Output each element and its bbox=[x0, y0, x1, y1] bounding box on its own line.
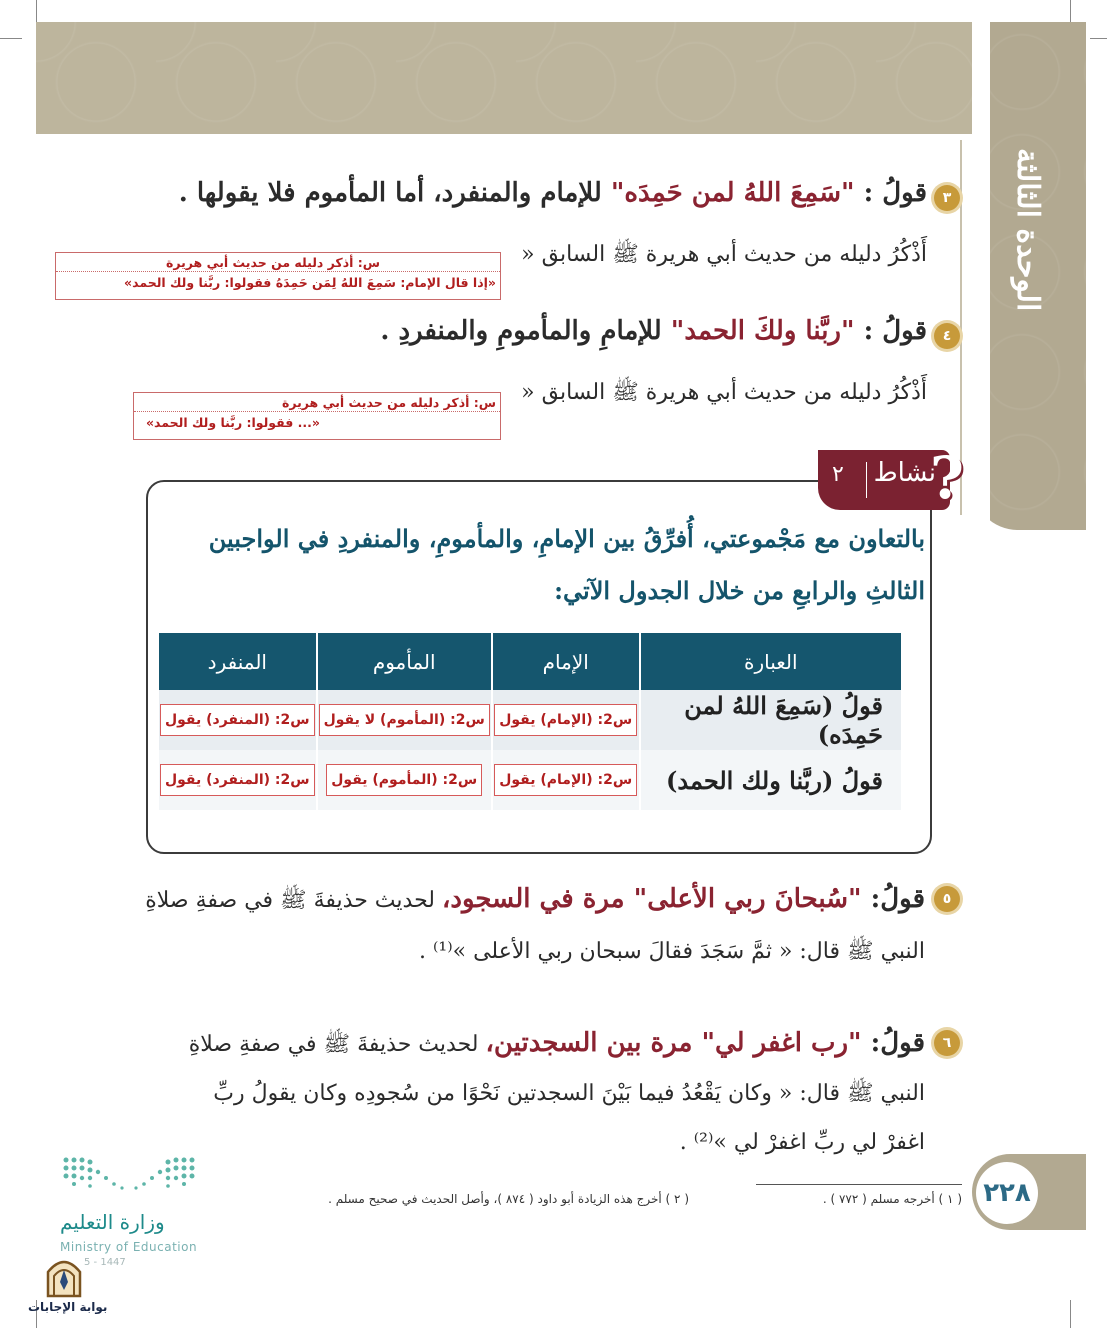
table-header-row bbox=[158, 633, 901, 690]
row-1-mamum-answer: س2: (المأموم) لا يقول bbox=[319, 704, 490, 736]
activity-tab-divider bbox=[866, 462, 867, 498]
footnote-divider bbox=[756, 1184, 962, 1185]
ministry-name-en: Ministry of Education bbox=[60, 1240, 198, 1254]
portal-logo-icon bbox=[44, 1256, 84, 1298]
item-6-heading-prefix: قولُ: bbox=[861, 1028, 925, 1058]
ministry-year: 5 - 1447 bbox=[84, 1257, 126, 1268]
item-6-line-2: النبي ﷺ قال: « وكان يَقْعُدُ فيما بَيْنَ السجدتين نَحْوًا من سُجودِه وكان يقولُ ربِّ bbox=[213, 1081, 925, 1106]
item-5-line-1 bbox=[145, 875, 925, 925]
crop-mark bbox=[1070, 1300, 1071, 1328]
item-4-heading-rest: للإمامِ والمأمومِ والمنفردِ . bbox=[380, 316, 671, 346]
item-3-heading-prefix: قولُ : bbox=[854, 178, 927, 208]
crop-mark bbox=[0, 38, 22, 39]
ministry-logo-icon bbox=[62, 1156, 196, 1196]
question-mark-icon: ? bbox=[930, 444, 964, 512]
row-1-phrase-cell bbox=[640, 690, 901, 750]
item-5-line-2: النبي ﷺ قال: « ثمَّ سَجَدَ فقالَ سبحان ربي الأعلى »⁽¹⁾ . bbox=[419, 939, 925, 964]
row-2-phrase-cell bbox=[640, 750, 901, 810]
table-row bbox=[158, 690, 901, 750]
item-4-heading-prefix: قولُ : bbox=[854, 316, 927, 346]
item-3-heading-quote: "سَمِعَ اللهُ لمن حَمِدَه" bbox=[610, 178, 855, 208]
item-3-heading bbox=[167, 178, 927, 208]
comparison-table bbox=[157, 633, 901, 810]
item-5-heading-quote: "سُبحانَ ربي الأعلى" مرة في السجود، bbox=[441, 884, 862, 914]
row-2-munfarid-answer: س2: (المنفرد) يقول bbox=[160, 764, 315, 796]
item-3-number-badge: ٣ bbox=[934, 185, 960, 211]
row-2-imam-cell bbox=[492, 750, 640, 810]
header-mamum: المأموم bbox=[317, 633, 492, 690]
item-5-number-badge: ٥ bbox=[934, 886, 960, 912]
activity-instruction-line-2: الثالثِ والرابعِ من خلال الجدول الآتي: bbox=[554, 576, 925, 605]
crop-mark bbox=[36, 0, 37, 22]
item-4-answer-line-1: س: أذكر دليله من حديث أبي هريرة bbox=[134, 393, 500, 412]
item-3-answer-line-1: س: أذكر دليله من حديث أبي هريرة bbox=[56, 253, 500, 272]
row-1-phrase: قولُ (سَمِعَ اللهُ لمن حَمِدَه) bbox=[684, 691, 883, 749]
portal-name: بوابة الإجابات bbox=[28, 1300, 108, 1314]
item-6-line-1 bbox=[145, 1019, 925, 1069]
unit-title: الوحدة الثالثة bbox=[1010, 148, 1045, 312]
item-6-line-3: اغفرْ لي ربِّ اغفرْ لي »⁽²⁾ . bbox=[679, 1130, 925, 1155]
header-imam: الإمام bbox=[492, 633, 640, 690]
item-4-heading bbox=[167, 316, 927, 346]
item-6-number-badge: ٦ bbox=[934, 1030, 960, 1056]
row-2-imam-answer: س2: (الإمام) يقول bbox=[494, 764, 637, 796]
activity-number: ٢ bbox=[832, 462, 844, 487]
crop-mark bbox=[1070, 0, 1071, 22]
item-6-heading-quote: "رب اغفر لي" مرة بين السجدتين، bbox=[485, 1028, 862, 1058]
item-4-answer-box bbox=[133, 392, 501, 440]
item-6-text-rest: لحديث حذيفةَ ﷺ في صفةِ صلاةِ bbox=[188, 1032, 486, 1057]
ministry-name-ar: وزارة التعليم bbox=[60, 1210, 165, 1234]
item-3-answer-line-2: «إذا قال الإمام: سَمِعَ اللهُ لِمَن حَمِدَهُ فقولوا: ربَّنا ولك الحمد» bbox=[124, 275, 496, 290]
crop-mark bbox=[1090, 38, 1107, 39]
item-3-answer-box bbox=[55, 252, 501, 300]
item-5-heading-prefix: قولُ: bbox=[861, 884, 925, 914]
item-3-heading-rest: للإمام والمنفرد، أما المأموم فلا يقولها . bbox=[178, 178, 611, 208]
table-row bbox=[158, 750, 901, 810]
footnote-1: ( ١ ) أخرجه مسلم ( ٧٧٢ ) . bbox=[822, 1192, 962, 1206]
row-1-mamum-cell bbox=[317, 690, 492, 750]
row-2-phrase: قولُ (ربَّنا ولك الحمد) bbox=[666, 765, 883, 795]
item-4-heading-quote: "ربَّنا ولكَ الحمد" bbox=[670, 316, 855, 346]
item-4-number-badge: ٤ bbox=[934, 323, 960, 349]
item-4-answer-line-2: «... فقولوا: ربَّنا ولك الحمد» bbox=[145, 415, 320, 430]
activity-label: نشاط bbox=[873, 458, 936, 488]
row-1-imam-answer: س2: (الإمام) يقول bbox=[494, 704, 637, 736]
footnote-2: ( ٢ ) أخرج هذه الزيادة أبو داود ( ٨٧٤ )، وأصل الحديث في صحيح مسلم . bbox=[328, 1192, 689, 1206]
page-number: ٢٢٨ bbox=[976, 1162, 1038, 1224]
row-1-imam-cell bbox=[492, 690, 640, 750]
row-1-munfarid-answer: س2: (المنفرد) يقول bbox=[160, 704, 315, 736]
item-3-prompt: أَذْكُرُ دليله من حديث أبي هريرة ﷺ السابق « bbox=[521, 242, 927, 267]
activity-instruction-line-1: بالتعاون مع مَجْموعتي، أُفرِّقُ بين الإمامِ، والمأمومِ، والمنفردِ في الواجبين bbox=[208, 524, 925, 553]
header-munfarid: المنفرد bbox=[158, 633, 317, 690]
row-2-mamum-cell bbox=[317, 750, 492, 810]
item-4-prompt: أَذْكُرُ دليله من حديث أبي هريرة ﷺ السابق « bbox=[521, 380, 927, 405]
row-2-munfarid-cell bbox=[158, 750, 317, 810]
header-phrase: العبارة bbox=[640, 633, 901, 690]
item-5-text-rest: لحديث حذيفةَ ﷺ في صفةِ صلاةِ bbox=[145, 888, 442, 913]
row-2-mamum-answer: س2: (المأموم) يقول bbox=[326, 764, 482, 796]
row-1-munfarid-cell bbox=[158, 690, 317, 750]
header-banner bbox=[36, 22, 1086, 134]
